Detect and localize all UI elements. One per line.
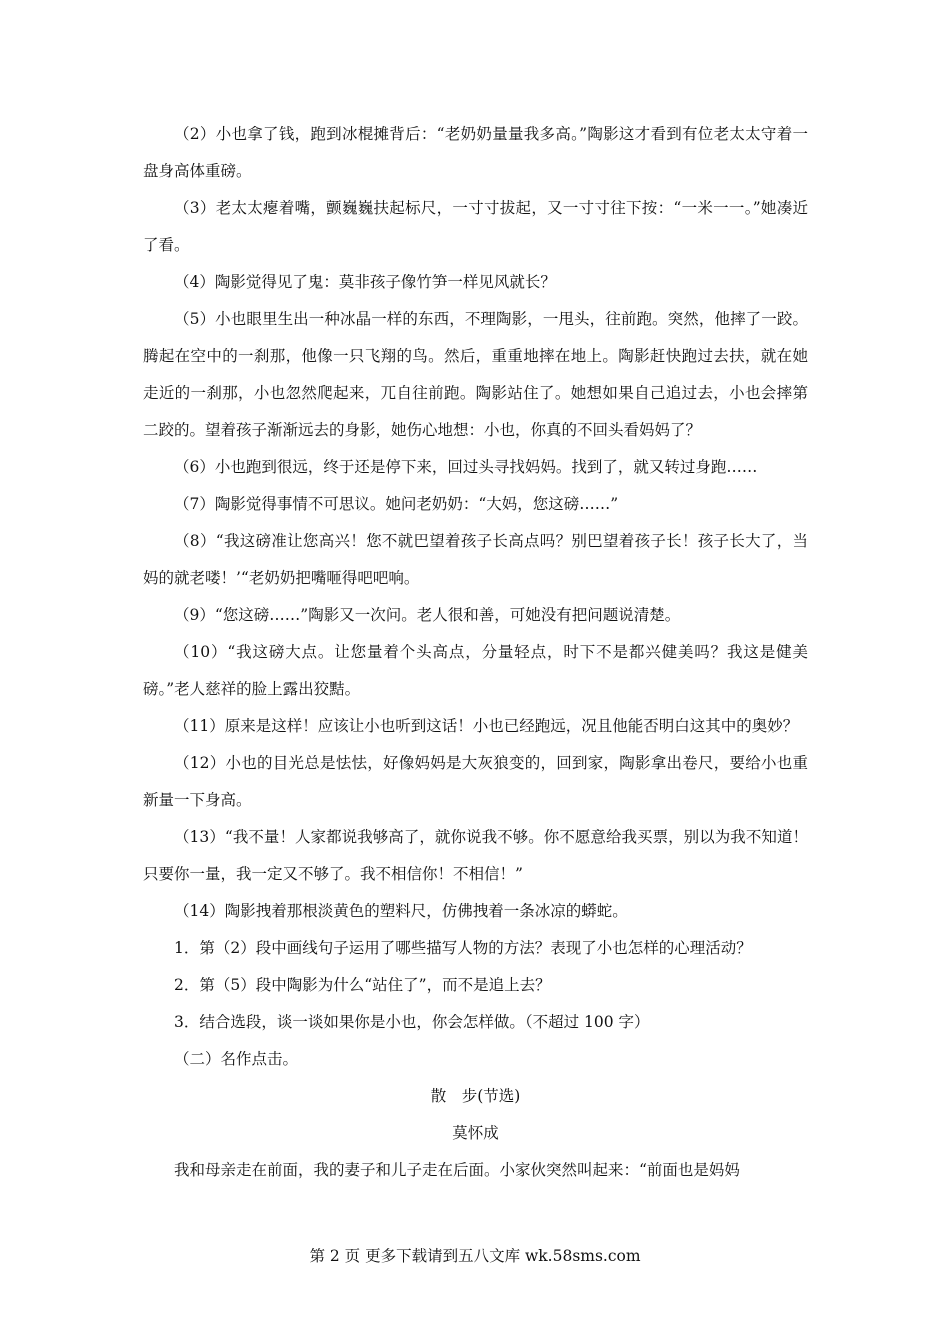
paragraph-11: （11）原来是这样！应该让小也听到这话！小也已经跑远，况且他能否明白这其中的奥妙？ [174, 717, 799, 735]
essay-author: 莫怀成 [452, 1124, 499, 1142]
paragraph-2: （2）小也拿了钱，跑到冰棍摊背后：“老奶奶量量我多高。”陶影这才看到有位老太太守着一盘身高体重磅。 [143, 125, 808, 180]
essay-title: 散 步(节选) [430, 1087, 521, 1105]
paragraph-13: （13）“我不量！人家都说我够高了，就你说我不够。你不愿意给我买票，别以为我不知道！只要你一量，我一定又不够了。我不相信你！不相信！” [143, 828, 808, 883]
essay-intro: 我和母亲走在前面，我的妻子和儿子走在后面。小家伙突然叫起来：“前面也是妈妈 [174, 1161, 740, 1179]
paragraph-14: （14）陶影拽着那根淡黄色的塑料尺，仿佛拽着一条冰凉的蟒蛇。 [174, 902, 628, 920]
paragraph-4: （4）陶影觉得见了鬼：莫非孩子像竹笋一样见风就长？ [174, 273, 556, 291]
paragraph-6: （6）小也跑到很远，终于还是停下来，回过头寻找妈妈。找到了，就又转过身跑…… [174, 458, 758, 476]
document-page [143, 116, 808, 1189]
paragraph-9: （9）“您这磅……”陶影又一次问。老人很和善，可她没有把问题说清楚。 [174, 606, 681, 624]
page-footer: 第 2 页 更多下载请到五八文库 wk.58sms.com [309, 1247, 641, 1265]
question-3: 3．结合选段，谈一谈如果你是小也，你会怎样做。（不超过 100 字） [174, 1013, 650, 1031]
question-2: 2．第（5）段中陶影为什么“站住了”，而不是追上去？ [174, 976, 551, 994]
paragraph-3: （3）老太太瘪着嘴，颤巍巍扶起标尺，一寸寸拔起，又一寸寸往下按：“一米一一。”她凑近了看。 [143, 199, 808, 254]
section-heading: （二）名作点击。 [174, 1050, 299, 1068]
paragraph-5: （5）小也眼里生出一种冰晶一样的东西，不理陶影，一甩头，往前跑。突然，他摔了一跤。腾起在空中的一刹那，他像一只飞翔的鸟。然后，重重地摔在地上。陶影赶快跑过去扶，就在她走近的一刹那，小也忽然爬起来，兀自往前跑。陶影站住了。她想如果自己追过去，小也会摔第二跤的。望着孩子渐渐远去的身影，她伤心地想：小也，你真的不回头看妈妈了？ [143, 310, 808, 439]
question-1: 1．第（2）段中画线句子运用了哪些描写人物的方法？表现了小也怎样的心理活动？ [174, 939, 752, 957]
paragraph-12: （12）小也的目光总是怯怯，好像妈妈是大灰狼变的，回到家，陶影拿出卷尺，要给小也重新量一下身高。 [143, 754, 808, 809]
paragraph-7: （7）陶影觉得事情不可思议。她问老奶奶：“大妈，您这磅……” [174, 495, 619, 513]
paragraph-8: （8）“我这磅准让您高兴！您不就巴望着孩子长高点吗？别巴望着孩子长！孩子长大了，当妈的就老喽！’“老奶奶把嘴咂得吧吧响。 [143, 532, 808, 587]
paragraph-10: （10）“我这磅大点。让您量着个头高点，分量轻点，时下不是都兴健美吗？我这是健美磅。”老人慈祥的脸上露出狡黠。 [143, 643, 808, 698]
